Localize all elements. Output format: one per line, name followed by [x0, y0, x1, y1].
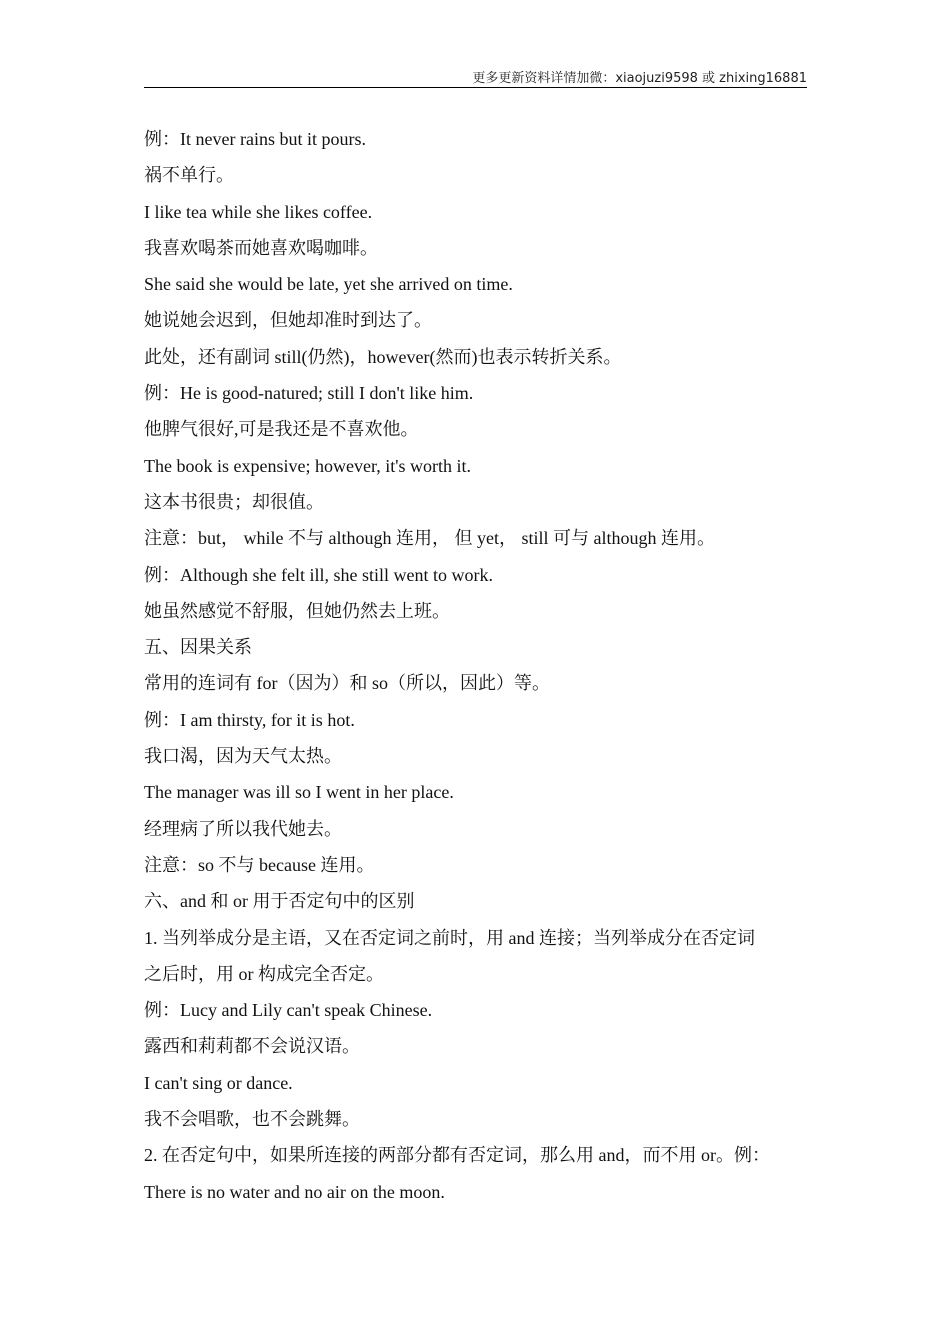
- text-line: 例：I am thirsty, for it is hot.: [144, 709, 355, 730]
- text-line: 这本书很贵；却很值。: [144, 491, 324, 512]
- text-line: 祸不单行。: [144, 165, 234, 186]
- text-line: 我不会唱歌，也不会跳舞。: [144, 1109, 360, 1130]
- text-line: 他脾气很好,可是我还是不喜欢他。: [144, 419, 419, 440]
- text-line: 经理病了所以我代她去。: [144, 818, 342, 839]
- text-line: 她说她会迟到，但她却准时到达了。: [144, 310, 432, 331]
- text-line: 注意：so 不与 because 连用。: [144, 854, 375, 875]
- text-line: I like tea while she likes coffee.: [144, 201, 373, 222]
- text-line: 我口渴，因为天气太热。: [144, 746, 342, 767]
- text-line: I can't sing or dance.: [144, 1072, 293, 1093]
- text-line: 她虽然感觉不舒服，但她仍然去上班。: [144, 600, 450, 621]
- text-line: 此处，还有副词 still(仍然)，however(然而)也表示转折关系。: [144, 346, 622, 367]
- text-line: 我喜欢喝茶而她喜欢喝咖啡。: [144, 237, 378, 258]
- text-line: 五、因果关系: [144, 637, 252, 658]
- text-line: The book is expensive; however, it's worth it.: [144, 455, 471, 476]
- text-line: 2. 在否定句中，如果所连接的两部分都有否定词，那么用 and，而不用 or。例：: [144, 1145, 770, 1166]
- text-line: 例：Although she felt ill, she still went to work.: [144, 564, 493, 585]
- text-line: 注意：but， while 不与 although 连用， 但 yet， still 可与 although 连用。: [144, 528, 715, 549]
- document-body: [144, 121, 807, 1210]
- text-line: 例：Lucy and Lily can't speak Chinese.: [144, 1000, 433, 1021]
- header-divider: [144, 87, 807, 88]
- text-line: 六、and 和 or 用于否定句中的区别: [144, 891, 415, 912]
- text-line: 常用的连词有 for（因为）和 so（所以，因此）等。: [144, 673, 550, 694]
- text-line: 1. 当列举成分是主语，又在否定词之前时，用 and 连接；当列举成分在否定词: [144, 927, 755, 948]
- text-line: There is no water and no air on the moon.: [144, 1181, 445, 1202]
- text-line: 例：He is good-natured; still I don't like him.: [144, 383, 474, 404]
- text-line: 之后时，用 or 构成完全否定。: [144, 963, 384, 984]
- text-line: The manager was ill so I went in her place.: [144, 782, 454, 803]
- page-header-text: 更多更新资料详情加微：xiaojuzi9598 或 zhixing16881: [472, 71, 807, 86]
- text-line: 露西和莉莉都不会说汉语。: [144, 1036, 360, 1057]
- text-line: She said she would be late, yet she arrived on time.: [144, 274, 513, 295]
- text-line: 例：It never rains but it pours.: [144, 129, 366, 149]
